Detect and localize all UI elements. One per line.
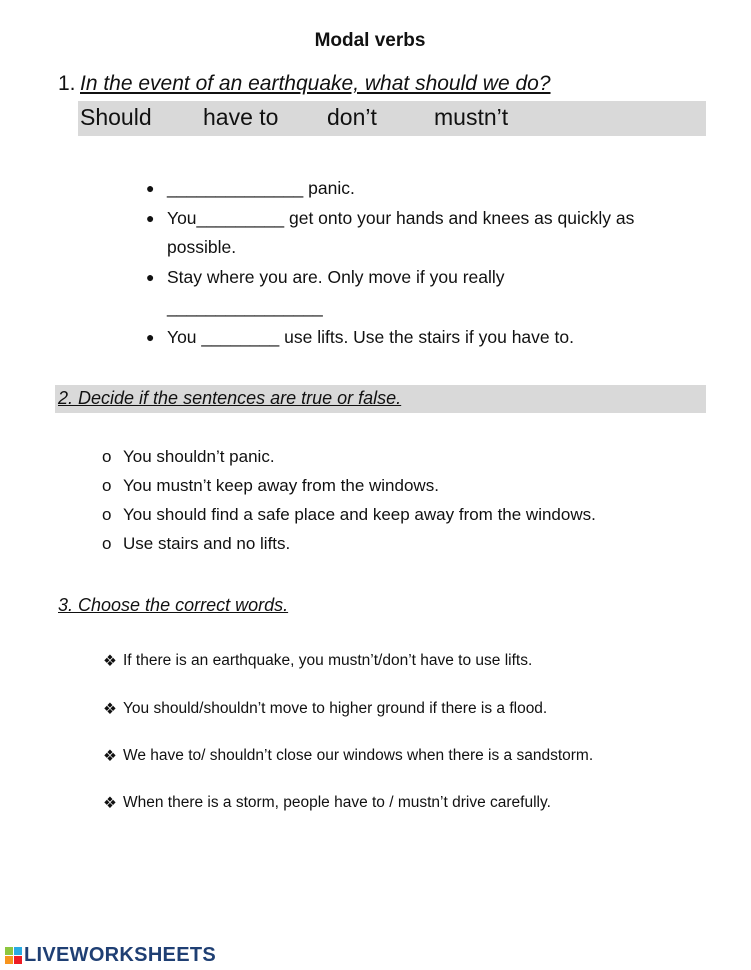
word-bank-item: have to	[203, 104, 279, 130]
gap-fill-item: Stay where you are. Only move if you really	[167, 267, 505, 287]
bullet-icon: ●	[146, 329, 155, 345]
question-3-prompt: 3. Choose the correct words.	[58, 595, 289, 615]
logo-tiles-icon	[5, 947, 22, 964]
word-bank	[78, 101, 706, 136]
gap-fill-item[interactable]: You ________ use lifts. Use the stairs if you have to.	[167, 327, 574, 347]
page-title: Modal verbs	[314, 30, 426, 51]
diamond-bullet-icon: ❖	[103, 795, 117, 812]
logo-text: LIVEWORKSHEETS	[24, 944, 216, 966]
gap-fill-item[interactable]: ______________ panic.	[167, 178, 355, 198]
question-1-number: 1.	[58, 72, 76, 95]
circle-bullet-icon: o	[102, 447, 112, 466]
word-bank-item: Should	[80, 104, 152, 130]
true-false-item[interactable]: You should find a safe place and keep away from the windows.	[123, 505, 596, 524]
gap-fill-blank[interactable]: ________________	[167, 297, 323, 317]
circle-bullet-icon: o	[102, 476, 112, 495]
liveworksheets-logo	[5, 944, 216, 967]
true-false-item[interactable]: You shouldn’t panic.	[123, 447, 275, 466]
bullet-icon: ●	[146, 210, 155, 226]
choose-word-item[interactable]: You should/shouldn’t move to higher ground if there is a flood.	[123, 700, 548, 717]
choose-word-item[interactable]: When there is a storm, people have to / mustn’t drive carefully.	[123, 794, 551, 811]
word-bank-item: mustn’t	[434, 104, 509, 130]
diamond-bullet-icon: ❖	[103, 653, 117, 670]
circle-bullet-icon: o	[102, 534, 112, 553]
question-2-prompt: 2. Decide if the sentences are true or false.	[58, 388, 402, 408]
gap-fill-item-cont: possible.	[167, 237, 237, 257]
true-false-item[interactable]: You mustn’t keep away from the windows.	[123, 476, 439, 495]
diamond-bullet-icon: ❖	[103, 748, 117, 765]
choose-word-item[interactable]: If there is an earthquake, you mustn’t/don’t have to use lifts.	[123, 652, 533, 669]
bullet-icon: ●	[146, 269, 155, 285]
gap-fill-item[interactable]: You_________ get onto your hands and knees as quickly as	[167, 208, 635, 228]
question-1-prompt: In the event of an earthquake, what should we do?	[80, 72, 551, 95]
word-bank-item: don’t	[327, 104, 377, 130]
diamond-bullet-icon: ❖	[103, 701, 117, 718]
circle-bullet-icon: o	[102, 505, 112, 524]
true-false-item[interactable]: Use stairs and no lifts.	[123, 534, 291, 553]
choose-word-item[interactable]: We have to/ shouldn’t close our windows when there is a sandstorm.	[123, 747, 594, 764]
bullet-icon: ●	[146, 180, 155, 196]
